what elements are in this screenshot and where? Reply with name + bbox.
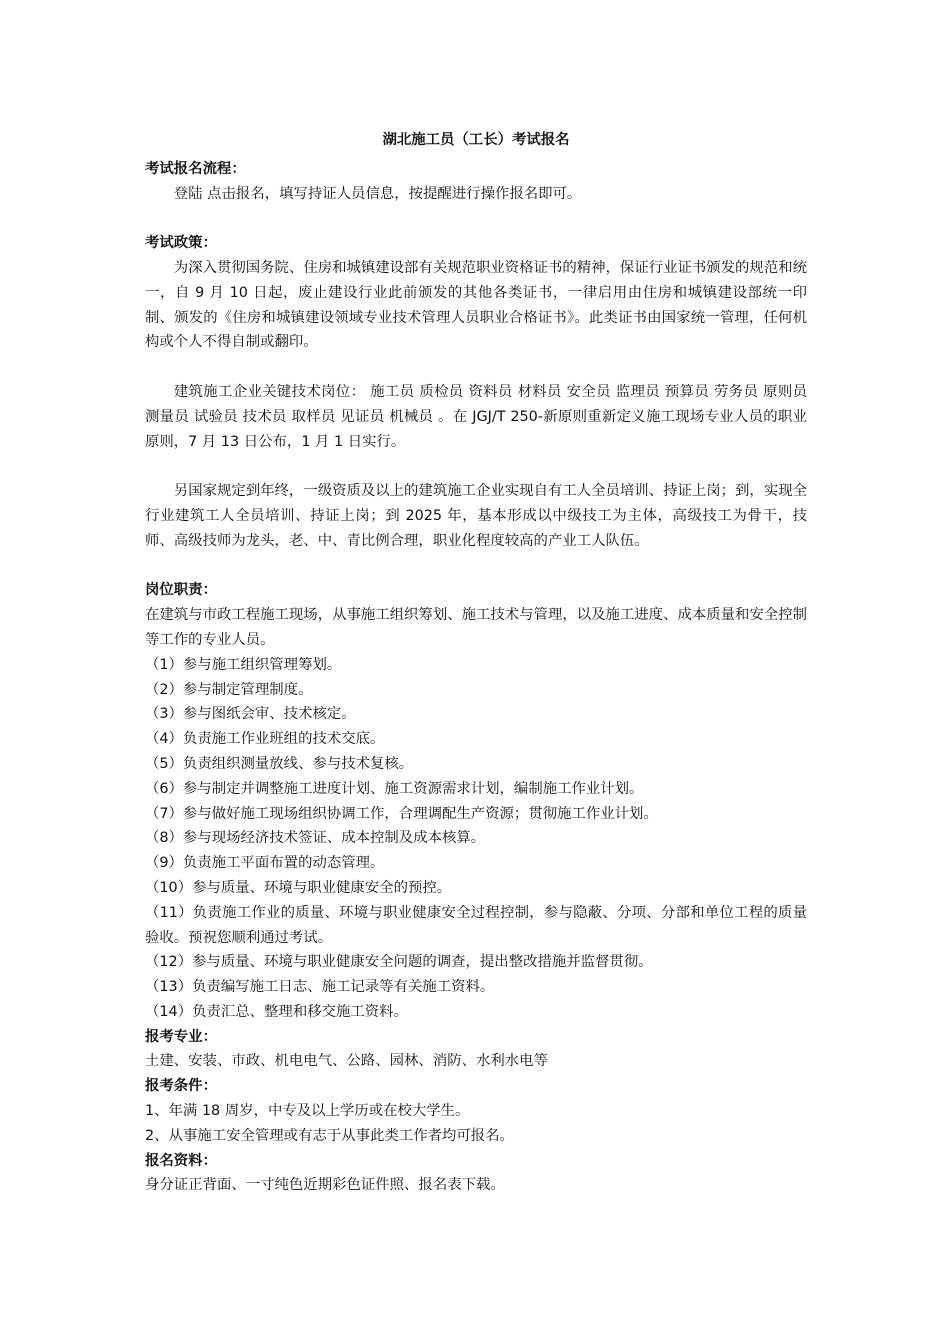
- duty-item: （2）参与制定管理制度。: [145, 681, 313, 698]
- duty-item: （9）负责施工平面布置的动态管理。: [145, 855, 385, 872]
- flow-heading: 考试报名流程：: [145, 160, 246, 177]
- conditions-heading: 报考条件：: [145, 1078, 217, 1095]
- duty-item: （6）参与制定并调整施工进度计划、施工资源需求计划，编制施工作业计划。: [145, 780, 644, 797]
- duty-item: （7）参与做好施工现场组织协调工作，合理调配生产资源；贯彻施工作业计划。: [145, 805, 658, 822]
- policy-paragraph-1: 为深入贯彻国务院、住房和城镇建设部有关规范职业资格证书的精神，保证行业证书颁发的规范和统一，自 9 月 10 日起，废止建设行业此前颁发的其他各类证书，一律启用由住房和城镇建设部统一印制、颁发的《住房和城镇建设领域专业技术管理人员职业合格证书》。此类证书由国家统一管理，任何机构或个人不得自制或翻印。: [145, 259, 807, 351]
- spacer: [145, 355, 807, 380]
- majors-heading: 报考专业：: [145, 1028, 217, 1045]
- policy-heading: 考试政策：: [145, 235, 217, 252]
- duty-item: （10）参与质量、环境与职业健康安全的预控。: [145, 879, 452, 896]
- spacer: [145, 554, 807, 579]
- duty-item: （13）负责编写施工日志、施工记录等有关施工资料。: [145, 979, 495, 996]
- condition-item: 2、从事施工安全管理或有志于从事此类工作者均可报名。: [145, 1127, 514, 1144]
- flow-text: 登陆 点击报名，填写持证人员信息，按提醒进行操作报名即可。: [173, 185, 582, 202]
- spacer: [145, 206, 807, 231]
- duty-item: （14）负责汇总、整理和移交施工资料。: [145, 1003, 408, 1020]
- spacer: [145, 454, 807, 479]
- materials-heading: 报名资料：: [145, 1152, 217, 1169]
- duty-item: （5）负责组织测量放线、参与技术复核。: [145, 755, 414, 772]
- duty-item: （1）参与施工组织管理筹划。: [145, 656, 342, 673]
- duty-item: （3）参与图纸会审、技术核定。: [145, 706, 356, 723]
- duties-heading: 岗位职责：: [145, 582, 217, 599]
- duty-item: （12）参与质量、环境与职业健康安全问题的调查，提出整改措施并监督贯彻。: [145, 954, 653, 971]
- duty-item: （11）负责施工作业的质量、环境与职业健康安全过程控制，参与隐蔽、分项、分部和单位工程的质量验收。预祝您顺利通过考试。: [145, 904, 807, 946]
- document-page: [145, 128, 807, 1198]
- document-title: 湖北施工员（工长）考试报名: [382, 132, 570, 148]
- materials-text: 身分证正背面、一寸纯色近期彩色证件照、报名表下载。: [145, 1177, 505, 1194]
- policy-paragraph-2: 建筑施工企业关键技术岗位： 施工员 质检员 资料员 材料员 安全员 监理员 预算员 劳务员 原则员 测量员 试验员 技术员 取样员 见证员 机械员 。在 JGJ/T 250-新原则重新定义施工现场专业人员的职业原则，7 月 13 日公布，1 月 1 日实行。: [145, 383, 807, 450]
- duty-item: （4）负责施工作业班组的技术交底。: [145, 731, 385, 748]
- majors-text: 土建、安装、市政、机电电气、公路、园林、消防、水利水电等: [145, 1053, 548, 1070]
- duty-item: （8）参与现场经济技术签证、成本控制及成本核算。: [145, 830, 486, 847]
- duties-intro: 在建筑与市政工程施工现场，从事施工组织筹划、施工技术与管理，以及施工进度、成本质量和安全控制等工作的专业人员。: [145, 607, 807, 648]
- policy-paragraph-3: 另国家规定到年终，一级资质及以上的建筑施工企业实现自有工人全员培训、持证上岗；到，实现全行业建筑工人全员培训、持证上岗；到 2025 年，基本形成以中级技工为主体，高级技工为骨干，技师、高级技师为龙头，老、中、青比例合理，职业化程度较高的产业工人队伍。: [145, 483, 807, 549]
- condition-item: 1、年满 18 周岁，中专及以上学历或在校大学生。: [145, 1103, 470, 1120]
